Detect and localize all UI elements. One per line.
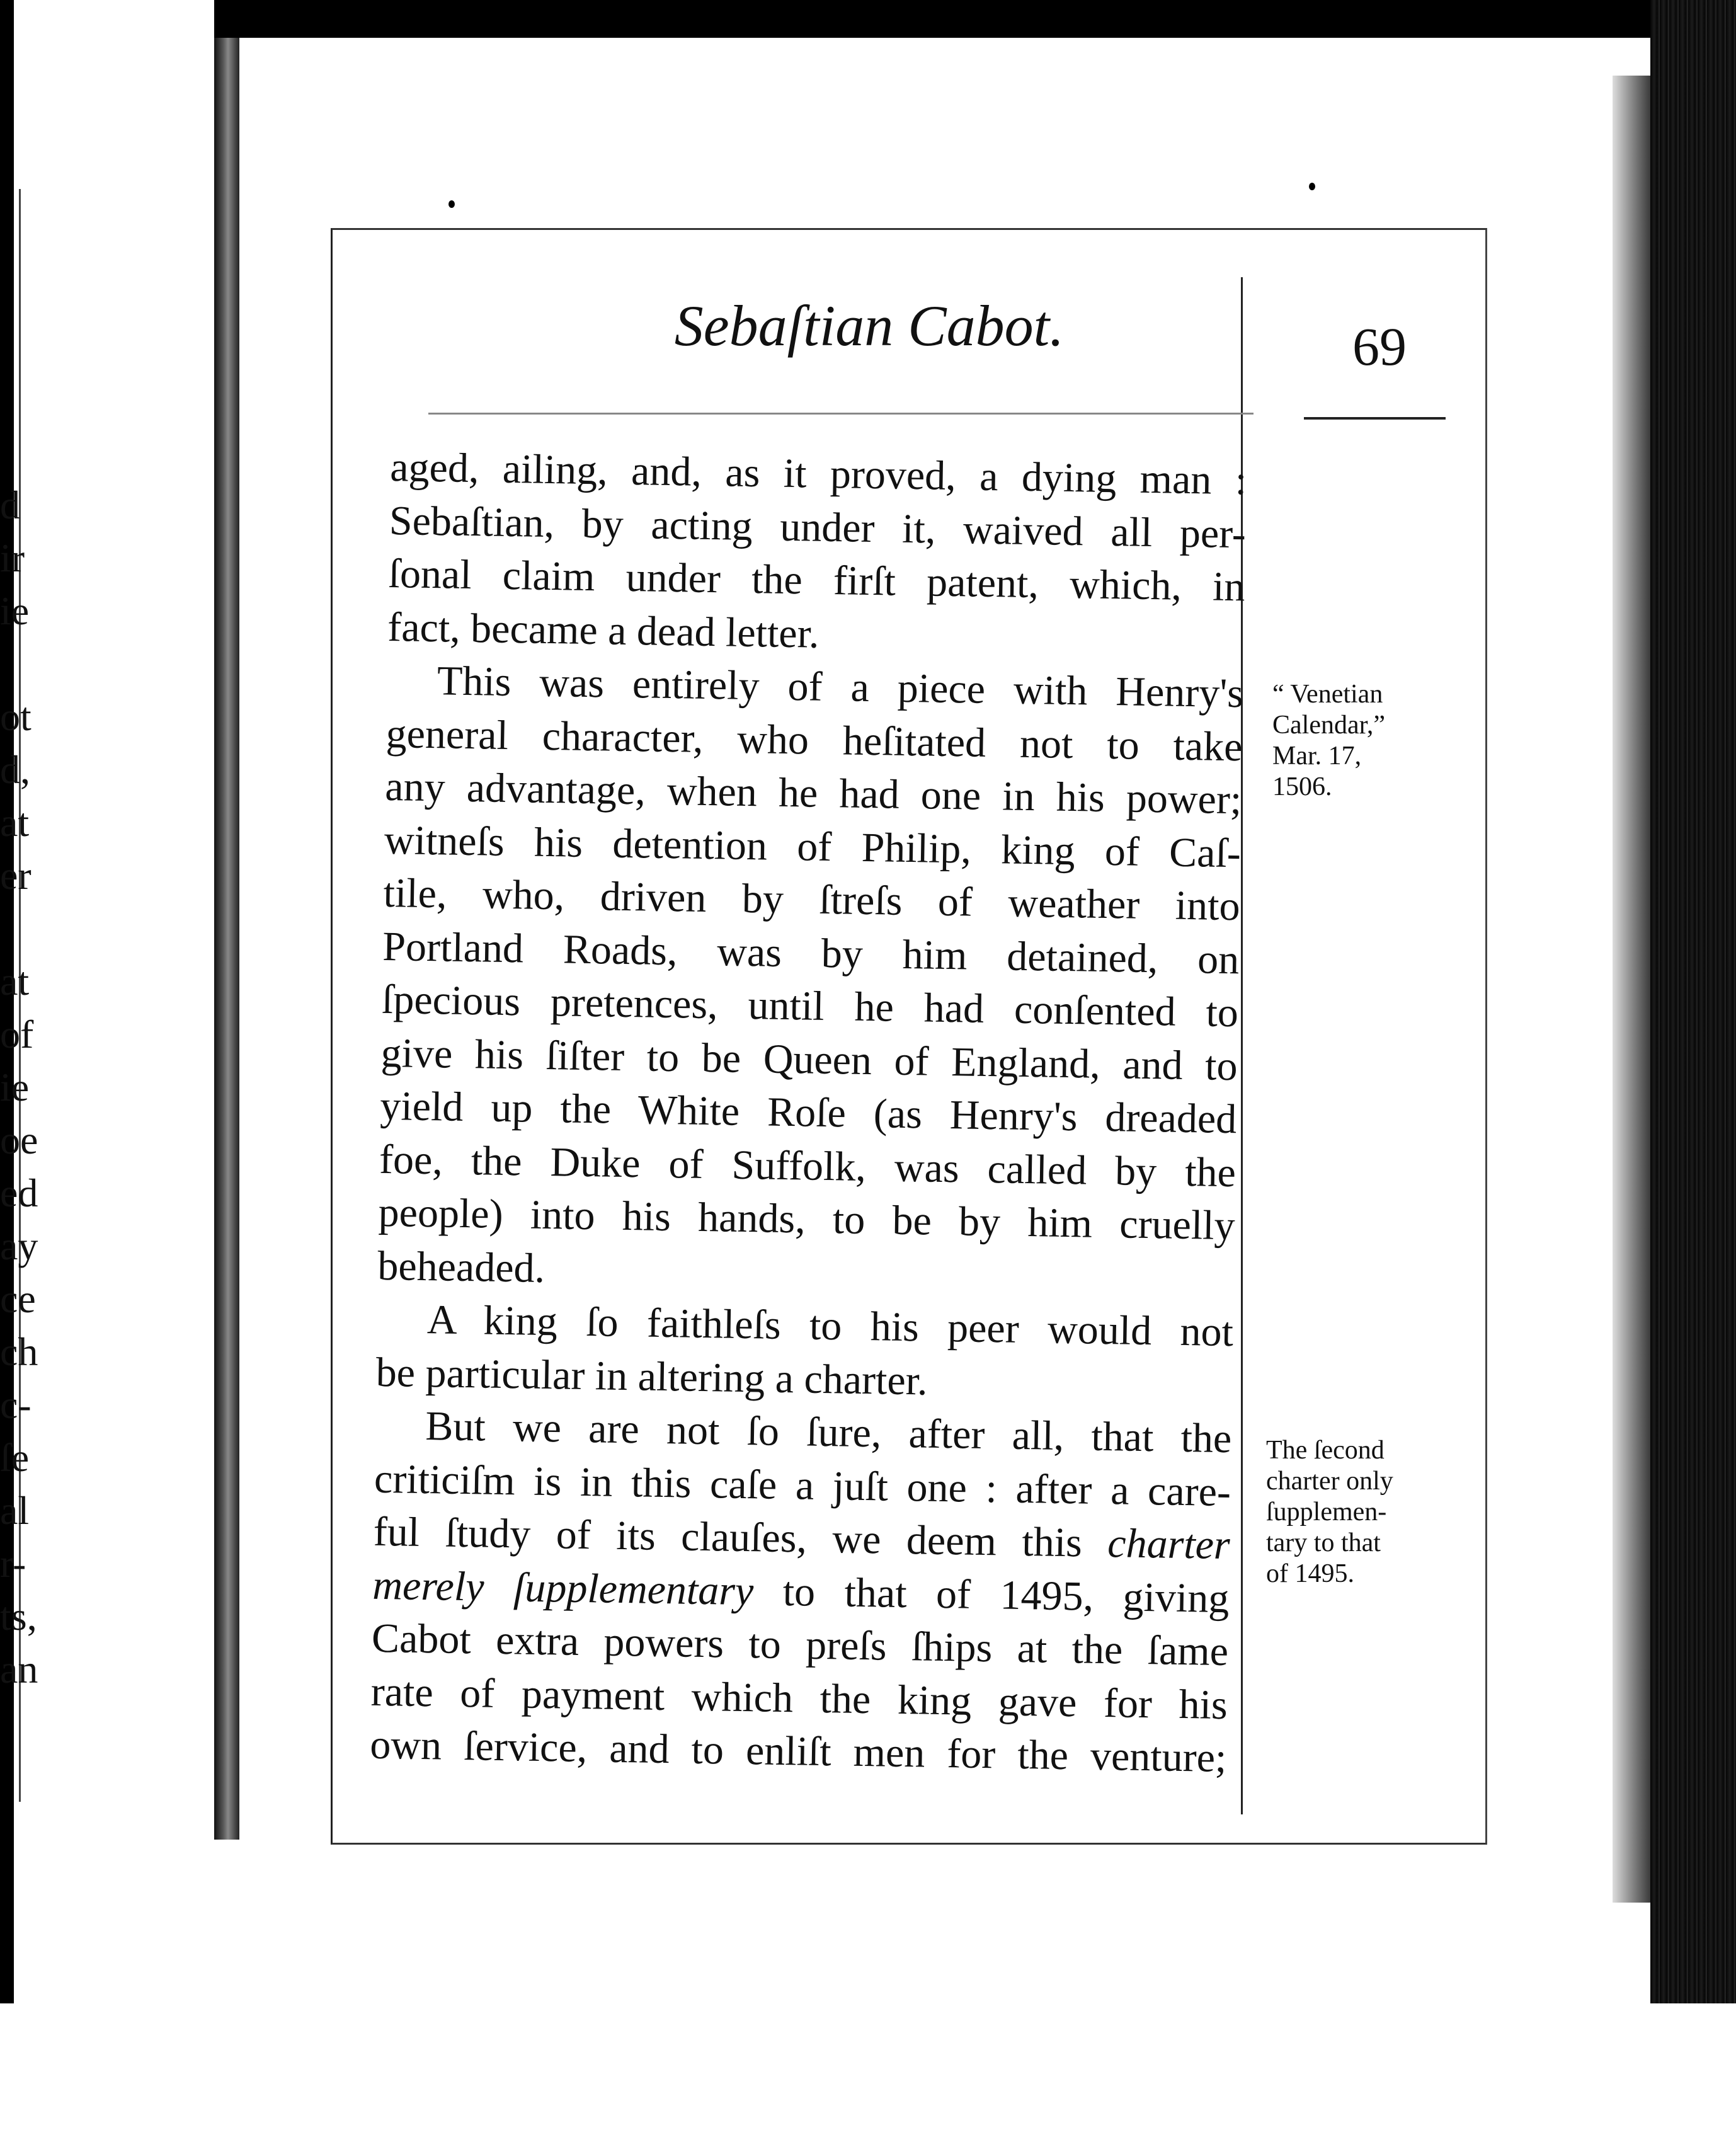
facing-page-fragment: ts, <box>0 1594 37 1639</box>
paragraph <box>370 1399 1232 1785</box>
text-line: beheaded. <box>377 1242 545 1292</box>
text-line: any advantage, when he had one in his power; <box>384 763 1242 823</box>
sidenote-line: ſupplemen- <box>1266 1498 1387 1526</box>
italic-text: merely ſupplementary <box>372 1562 754 1614</box>
running-head: Sebaſtian Cabot. <box>674 294 1065 358</box>
facing-page-fragment: ir <box>0 536 25 580</box>
ink-speck <box>1309 183 1315 190</box>
facing-page-fragment: er <box>0 853 31 898</box>
text-line: criticiſm is in this caſe a juſt one : after a care- <box>374 1455 1231 1515</box>
facing-page-fragment: ce <box>0 1276 36 1321</box>
text-line: aged, ailing, and, as it proved, a dying man : <box>389 444 1247 504</box>
text-line: foe, the Duke of Suffolk, was called by the <box>379 1136 1236 1196</box>
paragraph <box>387 441 1247 667</box>
facing-page-fragment <box>0 902 57 955</box>
facing-page-fragment: ie <box>0 1065 30 1109</box>
text-line: ſpecious pretences, until he had conſented to <box>381 976 1239 1036</box>
facing-page-fragment: oe <box>0 1118 38 1162</box>
paragraph <box>375 1293 1233 1412</box>
text-line: general character, who heſitated not to take <box>385 710 1243 770</box>
text-line: A king ſo faithleſs to his peer would not <box>426 1297 1234 1356</box>
folio-rule <box>1304 417 1446 420</box>
facing-page-fragment: ſe <box>0 1435 30 1480</box>
sidenote-line: The ſecond <box>1266 1436 1385 1465</box>
sidenote-line: tary to that <box>1266 1528 1381 1557</box>
body-text <box>370 441 1247 1785</box>
sidenote-line: of 1495. <box>1266 1559 1354 1588</box>
page-edge-shadow <box>1613 76 1650 1903</box>
facing-page-fragment: d <box>0 483 20 527</box>
facing-page-fragment <box>0 638 57 690</box>
text-line: Sebaſtian, by acting under it, waived all per- <box>389 497 1247 557</box>
sidenote-venetian-calendar <box>1272 679 1424 803</box>
facing-page-fragment: c- <box>0 1382 31 1427</box>
text-line: Portland Roads, was by him detained, on <box>382 923 1240 983</box>
facing-page-fragment: an <box>0 1647 38 1692</box>
sidenote-second-charter <box>1266 1435 1424 1589</box>
text-line: be particular in altering a charter. <box>375 1349 928 1404</box>
sidenote-line: charter only <box>1266 1467 1393 1496</box>
text-line: This was entirely of a piece with Henry's <box>437 658 1244 717</box>
ink-speck <box>448 200 455 208</box>
facing-page-fragment: al <box>0 1488 30 1533</box>
facing-page-fragment: r- <box>0 1541 26 1586</box>
facing-page-fragment: ch <box>0 1329 38 1374</box>
text-span: to that of 1495, giving <box>782 1568 1230 1622</box>
sidenote-line: 1506. <box>1272 772 1332 801</box>
facing-page-fragment: ie <box>0 588 30 633</box>
text-line: Cabot extra powers to preſs ſhips at the ſame <box>371 1615 1229 1675</box>
text-line: own ſervice, and to enliſt men for the venture; <box>369 1721 1227 1782</box>
facing-page-fragment: at <box>0 800 30 845</box>
text-line: people) into his hands, to be by him cruelly <box>378 1189 1236 1249</box>
text-line: ſonal claim under the firſt patent, which, in <box>388 550 1246 610</box>
facing-page-text-fragments <box>0 479 57 1696</box>
text-line: rate of payment which the king gave for his <box>370 1668 1228 1728</box>
sidenote-line: Calendar,” <box>1272 711 1386 740</box>
sidenote-line: “ Venetian <box>1272 680 1383 709</box>
facing-page-fragment: of <box>0 1012 34 1057</box>
page-number: 69 <box>1352 316 1407 377</box>
header-rule <box>428 413 1253 415</box>
book-gutter <box>214 38 239 1840</box>
scan-bottom-margin <box>0 2003 1736 2142</box>
book-fore-edge <box>1650 0 1736 2142</box>
sidenote-line: Mar. 17, <box>1272 742 1362 770</box>
text-line: But we are not ſo ſure, after all, that the <box>425 1403 1232 1462</box>
facing-page-fragment: ot <box>0 694 31 739</box>
text-line: fact, became a dead letter. <box>387 604 820 657</box>
facing-page-fragment: at <box>0 959 30 1004</box>
facing-page-fragment: d, <box>0 747 30 792</box>
scan-top-band <box>214 0 1650 38</box>
italic-text: charter <box>1107 1520 1231 1569</box>
facing-page-fragment: ed <box>0 1171 38 1215</box>
text-line: tile, who, driven by ſtreſs of weather into <box>383 869 1241 930</box>
facing-page-fragment: ay <box>0 1223 38 1268</box>
paragraph <box>377 654 1244 1306</box>
text-line: yield up the White Roſe (as Henry's dreaded <box>379 1082 1237 1143</box>
text-line: give his ſiſter to be Queen of England, and to <box>380 1029 1238 1089</box>
text-line: witneſs his detention of Philip, king of Caſ- <box>384 816 1242 876</box>
text-span: ful ſtudy of its clauſes, we deem this <box>373 1508 1083 1566</box>
